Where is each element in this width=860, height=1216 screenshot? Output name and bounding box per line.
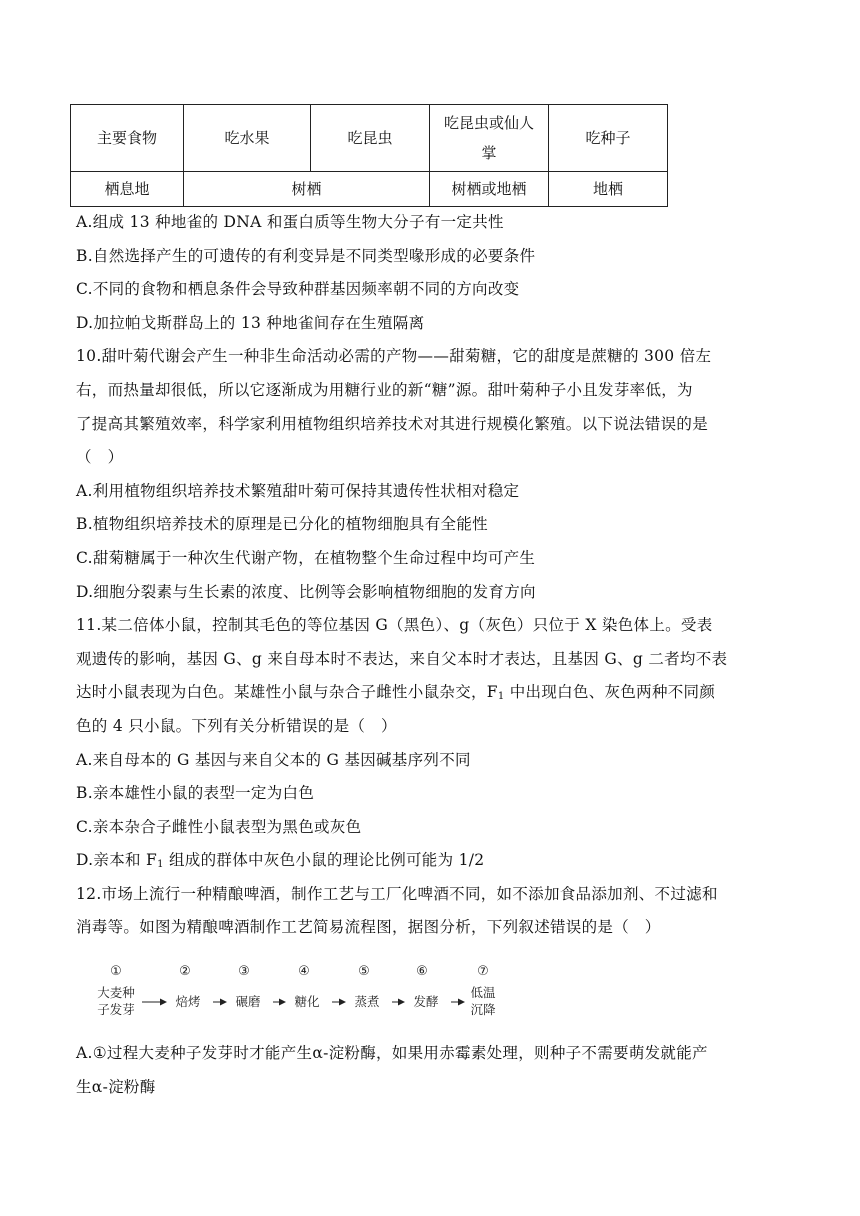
text-line: C.甜菊糖属于一种次生代谢产物，在植物整个生命过程中均可产生 bbox=[76, 548, 536, 567]
text-line: A.①过程大麦种子发芽时才能产生α-淀粉酶，如果用赤霉素处理，则种子不需要萌发就能产 bbox=[76, 1044, 708, 1062]
table-cell: 地栖 bbox=[549, 172, 668, 207]
cell-line: 掌 bbox=[481, 144, 497, 162]
step-label: 低温 bbox=[470, 985, 496, 1000]
flow-svg bbox=[92, 960, 512, 1020]
option-text bbox=[76, 1037, 786, 1104]
text-line: 观遗传的影响，基因 G、g 来自母本时不表达，来自父本时才表达，且基因 G、g 二者均不表 bbox=[76, 649, 728, 668]
text-line: 生α-淀粉酶 bbox=[76, 1077, 156, 1096]
step-label: 蒸煮 bbox=[354, 994, 380, 1009]
text-line: A.来自母本的 G 基因与来自父本的 G 基因碱基序列不同 bbox=[76, 750, 471, 769]
text-line bbox=[76, 844, 786, 878]
table-cell bbox=[430, 105, 549, 172]
step-label: 发酵 bbox=[413, 994, 439, 1009]
text-line: A.利用植物组织培养技术繁殖甜叶菊可保持其遗传性状相对稳定 bbox=[76, 481, 520, 500]
text-segment: 达时小鼠表现为白色。某雄性小鼠与杂合子雌性小鼠杂交，F bbox=[76, 683, 498, 702]
subscript: 1 bbox=[157, 859, 164, 871]
step-label: 子发芽 bbox=[97, 1002, 135, 1017]
text-line: D.细胞分裂素与生长素的浓度、比例等会影响植物细胞的发育方向 bbox=[76, 582, 536, 601]
text-line: 色的 4 只小鼠。下列有关分析错误的是（ ） bbox=[76, 716, 397, 735]
table-cell: 吃水果 bbox=[184, 105, 311, 172]
step-label: 糖化 bbox=[294, 994, 320, 1009]
table-cell: 栖息地 bbox=[71, 172, 184, 207]
text-line: C.亲本杂合子雌性小鼠表型为黑色或灰色 bbox=[76, 817, 362, 836]
text-line: （ ） bbox=[76, 448, 124, 467]
text-line bbox=[76, 676, 786, 710]
step-number: ③ bbox=[238, 964, 250, 979]
step-number: ⑤ bbox=[358, 964, 370, 979]
subscript: 1 bbox=[497, 691, 505, 703]
text-line: A.组成 13 种地雀的 DNA 和蛋白质等生物大分子有一定共性 bbox=[76, 213, 504, 231]
brewing-flow-diagram bbox=[92, 960, 512, 1020]
table-cell: 吃种子 bbox=[549, 105, 668, 172]
text-segment: 组成的群体中灰色小鼠的理论比例可能为 1/2 bbox=[163, 851, 485, 870]
text-line: 了提高其繁殖效率，科学家利用植物组织培养技术对其进行规模化繁殖。以下说法错误的是 bbox=[76, 414, 709, 433]
text-line: 消毒等。如图为精酿啤酒制作工艺简易流程图，据图分析，下列叙述错误的是（ ） bbox=[76, 918, 661, 937]
step-label: 焙烤 bbox=[175, 994, 201, 1009]
step-number: ⑥ bbox=[416, 964, 428, 979]
step-label: 碾磨 bbox=[235, 994, 261, 1009]
table-cell: 主要食物 bbox=[71, 105, 184, 172]
table-cell: 树栖或地栖 bbox=[430, 172, 549, 207]
text-line: 11.某二倍体小鼠，控制其毛色的等位基因 G（黑色）、g（灰色）只位于 X 染色体上。受表 bbox=[76, 616, 713, 635]
step-number: ② bbox=[179, 964, 191, 979]
table-row bbox=[71, 105, 668, 172]
step-number: ① bbox=[110, 964, 122, 979]
table-cell: 树栖 bbox=[184, 172, 430, 207]
table-row bbox=[71, 172, 668, 207]
step-label: 沉降 bbox=[470, 1002, 496, 1017]
text-line: B.植物组织培养技术的原理是已分化的植物细胞具有全能性 bbox=[76, 515, 488, 534]
text-line: D.加拉帕戈斯群岛上的 13 种地雀间存在生殖隔离 bbox=[76, 313, 425, 332]
step-label: 大麦种 bbox=[97, 985, 135, 1000]
text-line: 12.市场上流行一种精酿啤酒，制作工艺与工厂化啤酒不同，如不添加食品添加剂、不过滤和 bbox=[76, 884, 718, 903]
text-line: 右，而热量却很低，所以它逐渐成为用糖行业的新“糖”源。甜叶菊种子小且发芽率低，为 bbox=[76, 380, 693, 399]
question-text bbox=[76, 206, 786, 945]
text-line: C.不同的食物和栖息条件会导致种群基因频率朝不同的方向改变 bbox=[76, 280, 520, 299]
step-number: ⑦ bbox=[477, 964, 489, 979]
finch-habitat-table bbox=[70, 104, 668, 207]
table-cell: 吃昆虫 bbox=[311, 105, 430, 172]
text-line: B.自然选择产生的可遗传的有利变异是不同类型喙形成的必要条件 bbox=[76, 246, 536, 265]
text-segment: 中出现白色、灰色两种不同颜 bbox=[504, 683, 716, 702]
text-segment: D.亲本和 F bbox=[76, 851, 158, 870]
step-number: ④ bbox=[298, 964, 310, 979]
cell-line: 吃昆虫或仙人 bbox=[443, 114, 534, 132]
text-line: 10.甜叶菊代谢会产生一种非生命活动必需的产物——甜菊糖，它的甜度是蔗糖的 300 倍左 bbox=[76, 347, 712, 366]
text-line: B.亲本雄性小鼠的表型一定为白色 bbox=[76, 784, 315, 803]
